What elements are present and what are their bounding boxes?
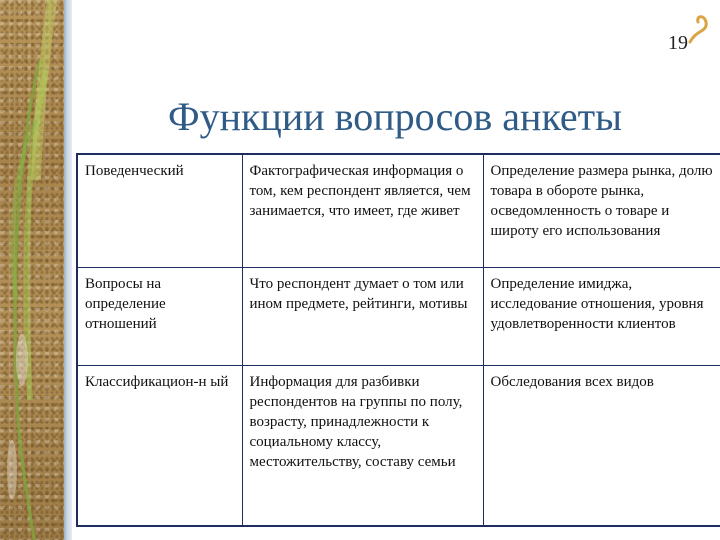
table-cell-purpose: Определение размера рынка, долю товара в обороте рынка, осведомленность о товаре и широту его использования — [483, 154, 720, 267]
decorative-sidebar — [0, 0, 64, 540]
table-cell-purpose: Определение имиджа, исследование отношения, уровня удовлетворенности клиентов — [483, 267, 720, 365]
functions-table — [76, 153, 720, 527]
sidebar-edge-stripe — [64, 0, 72, 540]
table-cell-type: Вопросы на определение отношений — [77, 267, 242, 365]
slide-title: Функции вопросов анкеты — [167, 93, 623, 139]
table-cell-info: Что респондент думает о том или ином предмете, рейтинги, мотивы — [242, 267, 483, 365]
table-cell-info: Фактографическая информация о том, кем респондент является, чем занимается, что имеет, где живет — [242, 154, 483, 267]
table-row — [77, 365, 720, 526]
table-row — [77, 267, 720, 365]
page-number: 19 — [668, 32, 688, 54]
table-cell-type: Классификацион-н ый — [77, 365, 242, 526]
table-cell-info: Информация для разбивки респондентов на группы по полу, возрасту, принадлежности к социальному классу, местожительству, составу семьи — [242, 365, 483, 526]
swirl-ornament-icon — [686, 10, 714, 46]
table-cell-purpose: Обследования всех видов — [483, 365, 720, 526]
table-row — [77, 154, 720, 267]
leaf-decoration-icon — [0, 0, 64, 540]
table-cell-type: Поведенческий — [77, 154, 242, 267]
